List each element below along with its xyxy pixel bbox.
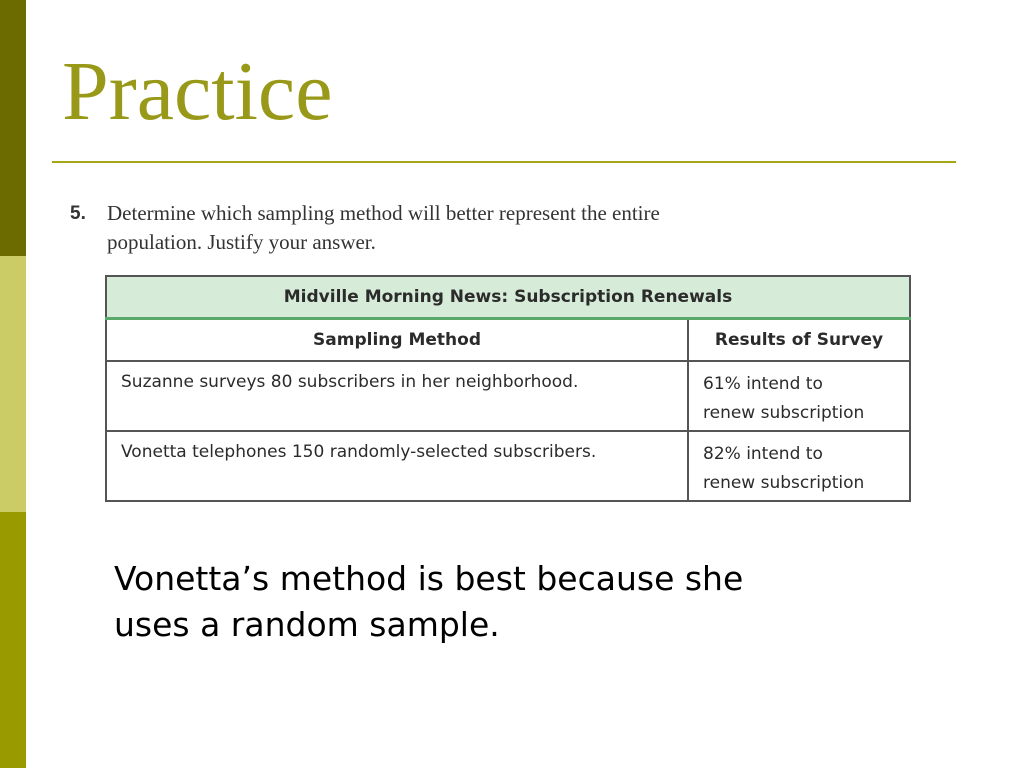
- survey-table: [105, 275, 911, 502]
- table-caption: Midville Morning News: Subscription Renewals: [106, 276, 910, 319]
- question-number: 5.: [70, 203, 86, 224]
- question-line-2: population. Justify your answer.: [107, 230, 376, 254]
- answer-text: [114, 556, 934, 648]
- sidebar-segment-mid: [0, 512, 26, 768]
- result-line-2: renew subscription: [703, 403, 865, 423]
- answer-line-1: Vonetta’s method is best because she: [114, 559, 744, 598]
- table-row: [106, 431, 910, 501]
- slide-title: Practice: [62, 45, 333, 138]
- table-header-row: [106, 319, 910, 362]
- column-header-method: Sampling Method: [106, 319, 688, 362]
- result-cell: [688, 431, 910, 501]
- question-line-1: Determine which sampling method will better represent the entire: [107, 201, 660, 225]
- method-cell: Vonetta telephones 150 randomly-selected subscribers.: [106, 431, 688, 501]
- table-row: [106, 361, 910, 431]
- result-line-1: 61% intend to: [703, 374, 823, 394]
- result-line-2: renew subscription: [703, 473, 865, 493]
- question-block: [70, 199, 850, 257]
- column-header-results: Results of Survey: [688, 319, 910, 362]
- title-divider: [52, 161, 956, 163]
- method-cell: Suzanne surveys 80 subscribers in her neighborhood.: [106, 361, 688, 431]
- result-cell: [688, 361, 910, 431]
- sidebar-segment-dark: [0, 0, 26, 256]
- result-line-1: 82% intend to: [703, 444, 823, 464]
- answer-line-2: uses a random sample.: [114, 605, 500, 644]
- table-caption-row: [106, 276, 910, 319]
- sidebar-accent-bar: [0, 0, 26, 768]
- sidebar-segment-light: [0, 256, 26, 512]
